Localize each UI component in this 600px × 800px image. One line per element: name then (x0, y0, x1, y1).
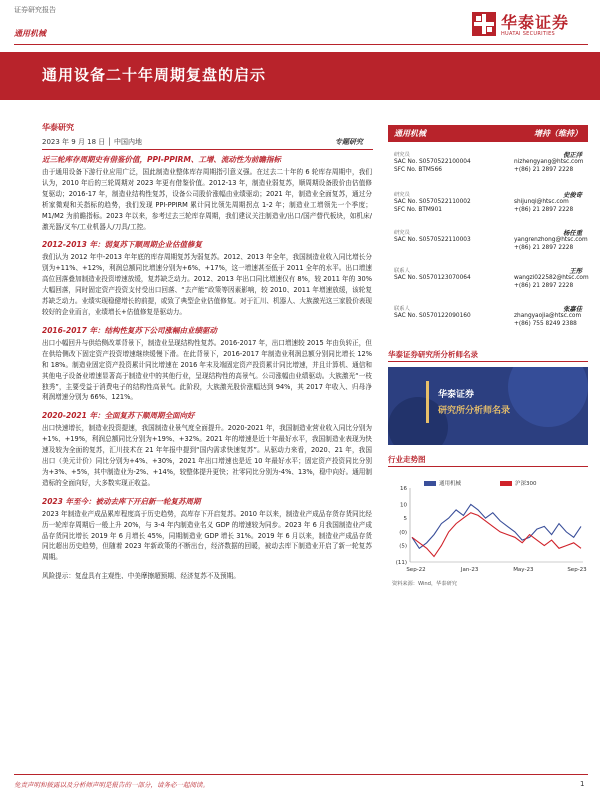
analyst-sfc: SFC No. BTM566 (394, 167, 442, 173)
section (42, 154, 372, 232)
section (42, 325, 372, 403)
analyst-role: 联系人 (394, 268, 410, 274)
analyst-phone: +(86) 21 2897 2228 (514, 245, 574, 251)
chart-source: 资料来源：Wind，华泰研究 (392, 581, 457, 587)
series-line (412, 513, 581, 557)
date-region: 2023 年 9 月 18 日 │ 中国内地 (42, 138, 142, 146)
section-title: 2023 年至今：被动去库下开启新一轮复苏周期 (42, 496, 201, 506)
page-title: 通用设备二十年周期复盘的启示 (42, 66, 267, 84)
risk-note: 风险提示：复盘具有主观性、中美摩擦超预期、经济复苏不及预期。 (42, 572, 240, 581)
brand-name: 华泰证券 (501, 13, 570, 32)
analyst-card (394, 150, 588, 176)
series-line (412, 504, 581, 548)
chart-divider (388, 466, 588, 467)
meta-divider (42, 149, 373, 150)
analyst-card (394, 266, 588, 292)
footer-disclaimer: 免责声明和披露以及分析师声明是报告的一部分，请务必一起阅读。 (14, 781, 209, 789)
analyst-role: 联系人 (394, 306, 410, 312)
section (42, 239, 372, 317)
analyst-phone: +(86) 21 2897 2228 (514, 167, 574, 173)
analyst-name: 张嘉佳 (563, 306, 582, 313)
promo-line-2: 研究所分析师名录 (438, 406, 511, 416)
section-title: 2012-2013 年：弱复苏下顺周期企业估值修复 (42, 240, 202, 250)
analyst-sac: SAC No. S0570522110002 (394, 198, 471, 205)
analyst-card (394, 228, 588, 254)
y-tick-label: (0) (399, 529, 407, 536)
chart-title: 行业走势图 (388, 455, 426, 464)
section-body: 出口小幅回升与供给侧改革背景下，制造业呈现结构性复苏。2016-2017 年，出口增速较 2015 年由负转正，但在供给侧改下固定资产投资增速继续缓慢下滑。在此背景下，2016-2017 年制造业利润总额分别同比增长 12%和 18%。制造业固定资产投资累计同比增速在 2016 年末及端固定资产投资累计同比增速，并且计算机、通信和其他电子设备业增速显著高于制造业中的其他行业，呈现结构性的高景气。公司涨幅由业绩驱动。大族激光“一枝独秀”，主要受益于消费电子的结构性高景气。此阶段，大族激光股价涨幅达到 94%，其 2017 年收入、归母净利润增速分别为 66%、121%。 (42, 338, 372, 402)
footer-divider (14, 774, 588, 775)
section-body: 出口快速增长，制造业投资提速，我国制造业景气度全面提升。2020-2021 年，我国制造业营业收入同比分别为+1%、+19%，利润总额同比分别为+19%、+32%。2021 年的增速是近十年最好水平，我国制造业表现为快速及较为全面的复苏，汇川技术在 21 年年报中提到“国内需求快速复苏”。从驱动力来看，2020、21 年，我国出口（美元计价）同比分别为+4%、+30%，2021 年出口增速也是近 10 年最好水平；固定资产投资同比分别为+3%、+5%，其中制造业为-2%、+14%，较整体提升更快；社零同比分别为-4%、13%，稳中向好。通用制造标的全面向好，大多数实现正收益。 (42, 424, 372, 487)
main-content (42, 154, 372, 580)
rating: 增持（维持） (534, 129, 582, 138)
promo-divider (388, 361, 588, 362)
promo-banner[interactable] (388, 367, 588, 445)
brand-logo (470, 6, 592, 46)
analyst-phone: +(86) 21 2897 2228 (514, 207, 574, 213)
research-label: 华泰研究 (42, 123, 74, 132)
promo-line-1: 华泰证券 (438, 390, 475, 400)
section (42, 496, 372, 564)
analyst-email[interactable]: shijunqi@htsc.com (514, 198, 569, 205)
y-tick-label: (11) (395, 560, 407, 566)
sidebar-industry: 通用机械 (394, 129, 426, 138)
x-tick-label: May-23 (513, 567, 534, 573)
promo-title: 华泰证券研究所分析师名录 (388, 350, 478, 359)
x-tick-label: Jan-23 (460, 567, 479, 573)
analyst-role: 研究员 (394, 192, 410, 198)
header-divider (14, 44, 588, 45)
section-body: 我们认为 2012 年中-2013 年年底的库存周期复苏为弱复苏。2012、2013 年全年，我国制造业收入同比增长分别为+11%、+12%，利润总额同比增速分别为+6%、+17%，这一增速甚至低于 2011 全年的水平。出口增速高位回落叠加制造业投资增速放缓，复苏缺乏动力。2012、2013 年出口同比增速仅有 8%，较 2011 年的 30%大幅回落，同时固定资产投资支付受出口回落、“去产能”政策等因素影响，较 2010、2011 年增速放缓，该轮复苏缺乏动力。业绩实现稳健增长的前提，或致了典型企业估值修复。对于汇川、机器人、大族激光这三家股价表现较好的企业而言，业绩增长+估值修复是驱动力。 (42, 253, 372, 316)
analyst-sac: SAC No. S0570522110003 (394, 236, 471, 243)
y-tick-label: 5 (403, 516, 407, 523)
legend-label: 通用机械 (439, 481, 462, 487)
analyst-sac: SAC No. S0570522100004 (394, 158, 471, 165)
section-title: 近三轮库存周期史有借鉴价值，PPI-PPIRM、工增、流动性为前瞻指标 (42, 155, 281, 164)
analyst-sac: SAC No. S0570122090160 (394, 312, 471, 319)
section-title: 2020-2021 年：全面复苏下顺周期全面向好 (42, 411, 195, 421)
legend-label: 沪深300 (515, 481, 537, 487)
analyst-sfc: SFC No. BTM901 (394, 207, 442, 213)
industry-trend-chart (388, 482, 588, 578)
industry-tag: 通用机械 (14, 29, 46, 38)
section (42, 410, 372, 488)
analyst-card (394, 190, 588, 216)
x-tick-label: Sep-23 (567, 567, 587, 573)
analyst-sac: SAC No. S0570123070064 (394, 274, 471, 281)
y-tick-label: 16 (400, 486, 407, 492)
analyst-card (394, 304, 588, 330)
section-body: 由于通用设备下游行业应用广泛，国此制造业整体库存周期指引意义强。在过去二十年的 6 轮库存周期中，我们认为，2010 年后的三轮周期对 2023 年更有借鉴价值。2012-13 年，制造业弱复苏，顺周期设备股价由估值修复驱动；2016-17 年，制造业结构性复苏，设备公司股价涨幅由业绩驱动；2021 年，制造业全面复苏，通过分析家微观和关指标的趋势，我们发现 PPI-PPIRM 累计同比领先周期拐点 1-2 年；制造业工增领先一个季度；M1/M2 为前瞻指标。2023 年以来，参考过去三轮库存周期，我们建议关注制造业/出口/国产替代板块，如机床/激光器/叉车/工业机器人/刀具/工控。 (42, 168, 372, 231)
analyst-name: 史俊奇 (563, 192, 582, 199)
x-tick-label: Sep-22 (406, 567, 426, 573)
analyst-name: 王彤 (569, 268, 582, 275)
analyst-email[interactable]: yangrenzhong@htsc.com (514, 236, 588, 243)
analyst-email[interactable]: nizhengyang@htsc.com (514, 158, 584, 165)
huatai-logo-icon (470, 10, 498, 38)
analyst-phone: +(86) 21 2897 2228 (514, 283, 574, 289)
analyst-phone: +(86) 755 8249 2388 (514, 321, 577, 327)
page-number: 1 (580, 780, 585, 788)
analyst-email[interactable]: zhangyaojia@htsc.com (514, 312, 582, 319)
analyst-name: 杨任重 (563, 230, 582, 237)
analyst-role: 研究员 (394, 152, 410, 158)
doc-type: 专题研究 (335, 138, 363, 146)
brand-name-en: HUATAI SECURITIES (501, 31, 555, 37)
rating-header (388, 125, 588, 142)
section-title: 2016-2017 年：结构性复苏下公司涨幅由业绩驱动 (42, 325, 217, 335)
y-tick-label: (5) (399, 543, 407, 550)
analyst-name: 倪正洋 (563, 152, 582, 159)
section-body: 2023 年制造业产成品累库程度高于历史趋势，高库存下开启复苏。2010 年以来，制造业产成品存货存货同比经历一轮库存周期后一般上升 20%，与 3-4 年内制造业名义 GDP 的增速较为同步。2023 年 6 月我国制造业产成品存货同比增长 2019 年 6 月增长 45%，同期制造业 GDP 增长 31%。2019 年 6 月以来，制造业产成品存货同比超出历史趋势，但随着 2023 年新政策的不断出台，经济数据的回暖，被动去库下制造业开启了新一轮复苏周期。 (42, 509, 372, 562)
analyst-role: 研究员 (394, 230, 410, 236)
y-tick-label: 10 (400, 502, 407, 509)
report-label: 证券研究报告 (14, 6, 56, 14)
analyst-email[interactable]: wangzi022582@htsc.com (514, 274, 589, 281)
